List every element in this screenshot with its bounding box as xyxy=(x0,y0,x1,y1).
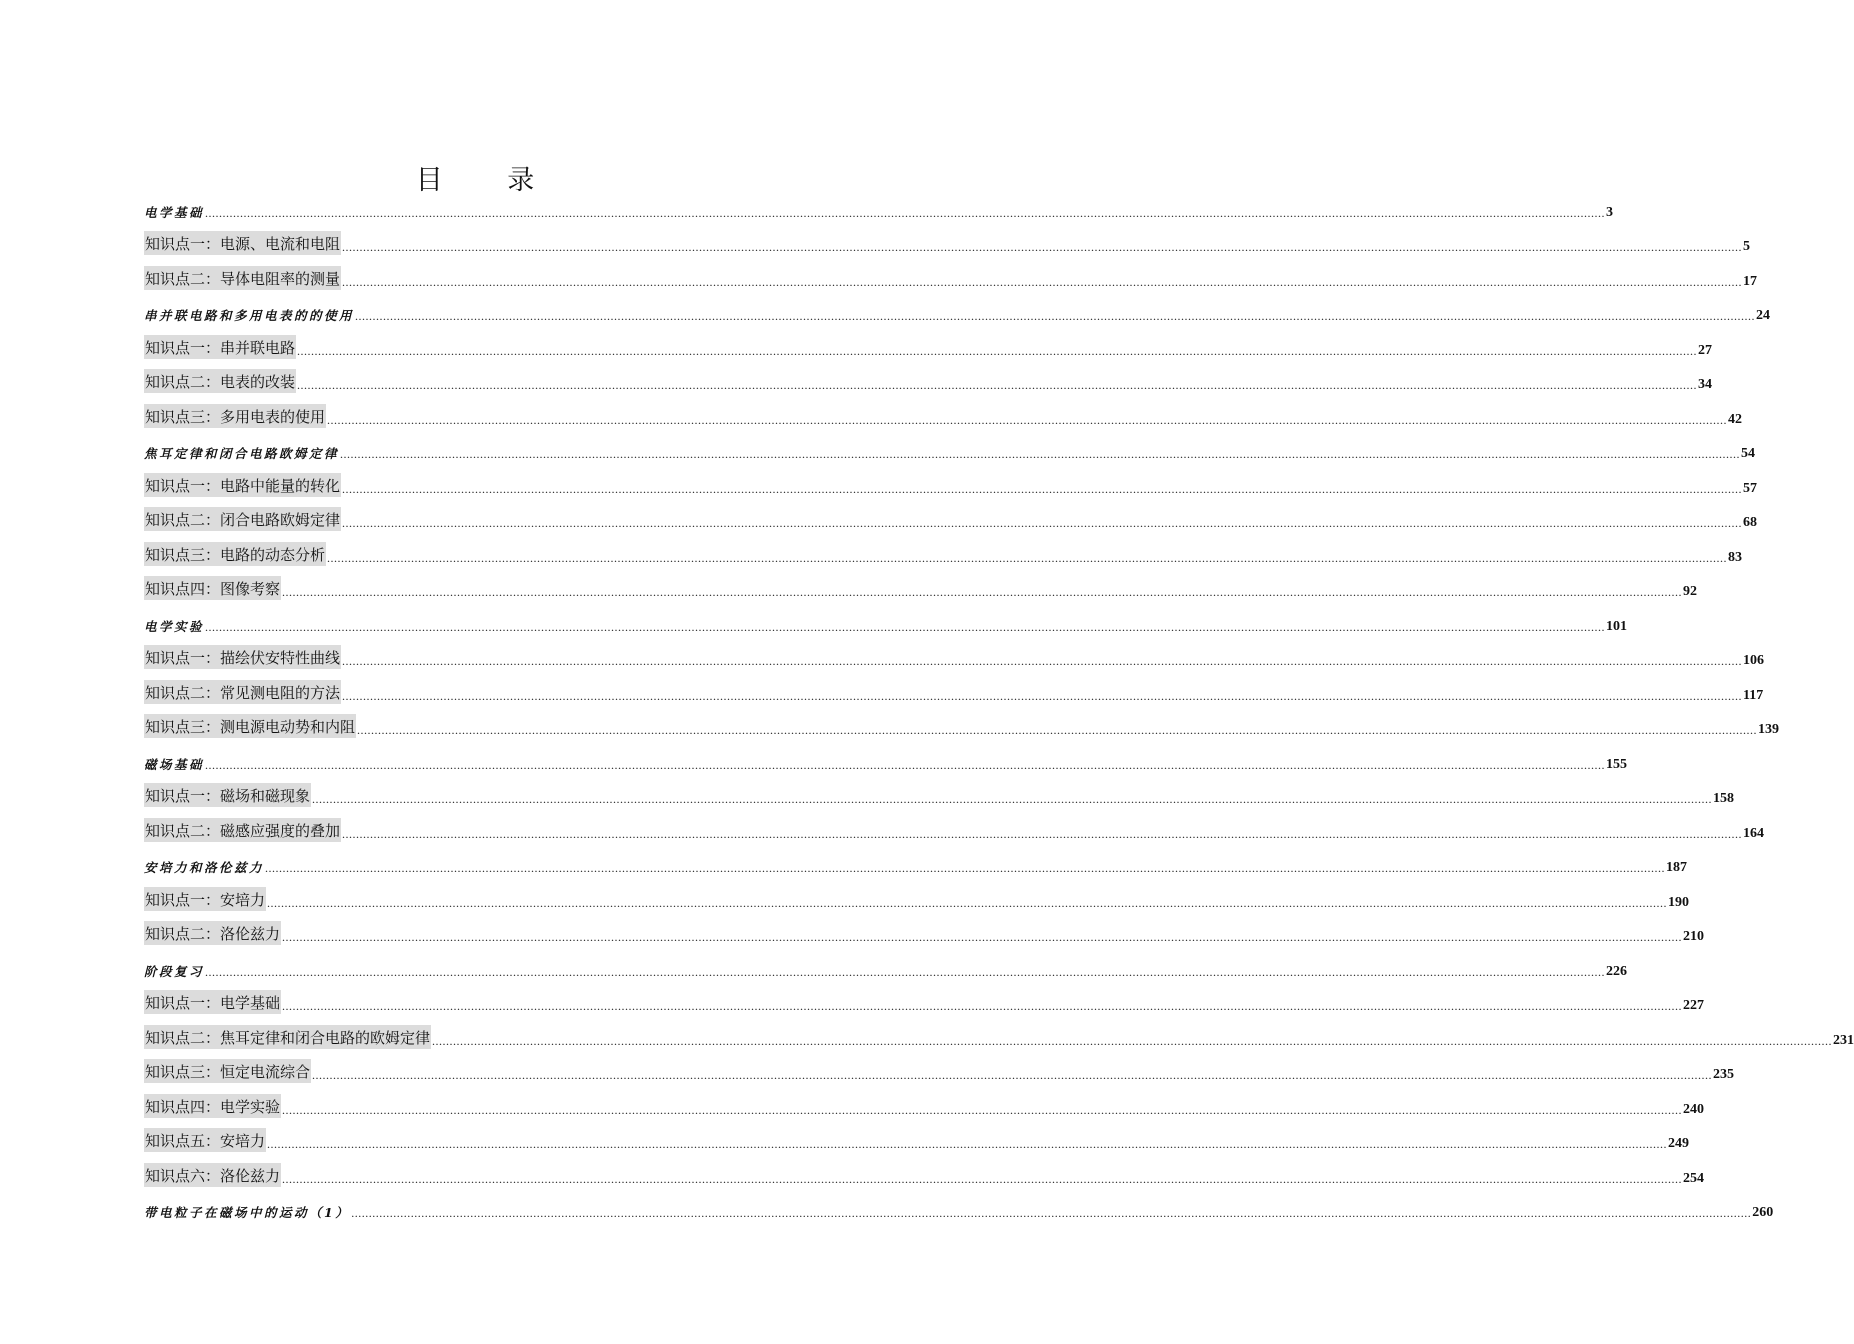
toc-entry-label: 知识点六：洛伦兹力 xyxy=(144,1163,281,1187)
toc-entry-label: 知识点三：测电源电动势和内阻 xyxy=(144,714,356,738)
toc-dot-leader: ................................................................................................................................................................................................................................................................................................................................................................................................................ xyxy=(282,585,1683,599)
toc-page-number: 5 xyxy=(1743,239,1751,254)
toc-entry-label: 焦耳定律和闭合电路欧姆定律 xyxy=(144,446,340,461)
toc-page-number: 254 xyxy=(1683,1170,1705,1186)
toc-dot-leader: ................................................................................................................................................................................................................................................................................................................................................................................................................ xyxy=(355,309,1756,323)
toc-chapter-entry[interactable] xyxy=(144,846,1688,881)
toc-page-number: 3 xyxy=(1606,204,1614,220)
toc-entry-label: 知识点二：焦耳定律和闭合电路的欧姆定律 xyxy=(144,1025,431,1049)
toc-section-entry[interactable] xyxy=(144,570,1698,605)
toc-page-number: 187 xyxy=(1666,860,1688,875)
toc-chapter-entry[interactable] xyxy=(144,949,1628,984)
toc-page-number: 57 xyxy=(1743,480,1758,496)
toc-section-entry[interactable] xyxy=(144,1018,1854,1053)
toc-dot-leader: ................................................................................................................................................................................................................................................................................................................................................................................................................ xyxy=(205,964,1606,979)
toc-entry-label: 知识点四：电学实验 xyxy=(144,1094,281,1118)
toc-dot-leader: ................................................................................................................................................................................................................................................................................................................................................................................................................ xyxy=(267,895,1668,910)
toc-chapter-entry[interactable] xyxy=(144,1191,1774,1226)
toc-section-entry[interactable] xyxy=(144,397,1743,432)
toc-entry-label: 知识点二：导体电阻率的测量 xyxy=(144,266,341,290)
toc-dot-leader: ................................................................................................................................................................................................................................................................................................................................................................................................................ xyxy=(357,723,1758,737)
toc-page-number: 92 xyxy=(1683,584,1698,599)
toc-page-number: 24 xyxy=(1756,308,1771,323)
toc-entry-label: 阶段复习 xyxy=(144,963,205,979)
toc-page-number: 117 xyxy=(1743,687,1764,703)
toc-section-entry[interactable] xyxy=(144,259,1758,294)
toc-dot-leader: ................................................................................................................................................................................................................................................................................................................................................................................................................ xyxy=(282,999,1683,1013)
toc-entry-label: 磁场基础 xyxy=(144,756,205,772)
toc-page-number: 101 xyxy=(1606,618,1628,634)
toc-entry-label: 知识点三：多用电表的使用 xyxy=(144,404,326,428)
toc-dot-leader: ................................................................................................................................................................................................................................................................................................................................................................................................................ xyxy=(267,1137,1668,1151)
toc-section-entry[interactable] xyxy=(144,225,1751,260)
toc-chapter-entry[interactable] xyxy=(144,604,1628,639)
toc-section-entry[interactable] xyxy=(144,880,1690,915)
toc-dot-leader: ................................................................................................................................................................................................................................................................................................................................................................................................................ xyxy=(351,1206,1752,1220)
toc-page-number: 235 xyxy=(1713,1067,1735,1082)
toc-dot-leader: ................................................................................................................................................................................................................................................................................................................................................................................................................ xyxy=(327,550,1728,565)
toc-entry-label: 知识点二：洛伦兹力 xyxy=(144,921,281,945)
toc-entry-label: 知识点一：安培力 xyxy=(144,887,266,911)
toc-dot-leader: ................................................................................................................................................................................................................................................................................................................................................................................................................ xyxy=(205,205,1606,220)
toc-page-number: 158 xyxy=(1713,791,1735,806)
toc-section-entry[interactable] xyxy=(144,328,1713,363)
toc-dot-leader: ................................................................................................................................................................................................................................................................................................................................................................................................................ xyxy=(282,1171,1683,1186)
toc-dot-leader: ................................................................................................................................................................................................................................................................................................................................................................................................................ xyxy=(327,412,1728,427)
toc-dot-leader: ................................................................................................................................................................................................................................................................................................................................................................................................................ xyxy=(312,1068,1713,1082)
toc-dot-leader: ................................................................................................................................................................................................................................................................................................................................................................................................................ xyxy=(282,930,1683,944)
toc-page-number: 68 xyxy=(1743,515,1758,530)
toc-section-entry[interactable] xyxy=(144,1156,1705,1191)
toc-entry-label: 知识点一：串并联电路 xyxy=(144,335,296,359)
toc-page-number: 42 xyxy=(1728,411,1743,427)
toc-entry-label: 知识点三：电路的动态分析 xyxy=(144,542,326,566)
toc-dot-leader: ................................................................................................................................................................................................................................................................................................................................................................................................................ xyxy=(342,654,1743,668)
toc-page-number: 106 xyxy=(1743,653,1765,668)
toc-dot-leader: ................................................................................................................................................................................................................................................................................................................................................................................................................ xyxy=(265,861,1666,875)
toc-page-number: 34 xyxy=(1698,377,1713,392)
toc-page-number: 190 xyxy=(1668,894,1690,910)
toc-page-number: 227 xyxy=(1683,998,1705,1013)
toc-page-number: 260 xyxy=(1752,1205,1774,1220)
toc-chapter-entry[interactable] xyxy=(144,190,1614,225)
toc-dot-leader: ................................................................................................................................................................................................................................................................................................................................................................................................................ xyxy=(342,826,1743,841)
toc-chapter-entry[interactable] xyxy=(144,742,1628,777)
toc-dot-leader: ................................................................................................................................................................................................................................................................................................................................................................................................................ xyxy=(282,1102,1683,1117)
toc-section-entry[interactable] xyxy=(144,501,1758,536)
toc-page-number: 155 xyxy=(1606,756,1628,772)
toc-chapter-entry[interactable] xyxy=(144,294,1771,329)
toc-page-number: 249 xyxy=(1668,1136,1690,1151)
toc-page-number: 83 xyxy=(1728,549,1743,565)
toc-entry-label: 知识点二：磁感应强度的叠加 xyxy=(144,818,341,842)
toc-entry-label: 知识点五：安培力 xyxy=(144,1128,266,1152)
toc-entry-label: 知识点一：电学基础 xyxy=(144,990,281,1014)
toc-dot-leader: ................................................................................................................................................................................................................................................................................................................................................................................................................ xyxy=(205,757,1606,772)
toc-entry-label: 安培力和洛伦兹力 xyxy=(144,860,265,875)
toc-section-entry[interactable] xyxy=(144,639,1765,674)
toc-dot-leader: ................................................................................................................................................................................................................................................................................................................................................................................................................ xyxy=(342,516,1743,530)
toc-dot-leader: ................................................................................................................................................................................................................................................................................................................................................................................................................ xyxy=(342,688,1743,703)
toc-page-number: 17 xyxy=(1743,273,1758,289)
toc-dot-leader: ................................................................................................................................................................................................................................................................................................................................................................................................................ xyxy=(340,447,1741,461)
toc-section-entry[interactable] xyxy=(144,673,1764,708)
toc-page-number: 164 xyxy=(1743,825,1765,841)
toc-entry-label: 知识点二：常见测电阻的方法 xyxy=(144,680,341,704)
toc-page-number: 27 xyxy=(1698,342,1713,358)
page-title: 目 录 xyxy=(415,165,563,197)
toc-section-entry[interactable] xyxy=(144,984,1705,1019)
toc-dot-leader: ................................................................................................................................................................................................................................................................................................................................................................................................................ xyxy=(205,619,1606,634)
toc-entry-label: 带电粒子在磁场中的运动（1） xyxy=(144,1205,351,1220)
toc-dot-leader: ................................................................................................................................................................................................................................................................................................................................................................................................................ xyxy=(312,792,1713,806)
toc-entry-label: 知识点一：电路中能量的转化 xyxy=(144,473,341,497)
toc-entry-label: 知识点一：磁场和磁现象 xyxy=(144,783,311,807)
toc-section-entry[interactable] xyxy=(144,363,1713,398)
toc-section-entry[interactable] xyxy=(144,777,1735,812)
toc-dot-leader: ................................................................................................................................................................................................................................................................................................................................................................................................................ xyxy=(342,240,1743,254)
toc-entry-label: 电学实验 xyxy=(144,618,205,634)
toc-section-entry[interactable] xyxy=(144,811,1765,846)
toc-dot-leader: ................................................................................................................................................................................................................................................................................................................................................................................................................ xyxy=(297,343,1698,358)
toc-page-number: 231 xyxy=(1833,1032,1854,1048)
toc-section-entry[interactable] xyxy=(144,1122,1690,1157)
toc-entry-label: 知识点四：图像考察 xyxy=(144,576,281,600)
toc-entry-label: 知识点三：恒定电流综合 xyxy=(144,1059,311,1083)
toc-entry-label: 知识点一：电源、电流和电阻 xyxy=(144,231,341,255)
toc-chapter-entry[interactable] xyxy=(144,432,1756,467)
toc-dot-leader: ................................................................................................................................................................................................................................................................................................................................................................................................................ xyxy=(432,1033,1833,1048)
toc-entry-label: 知识点二：闭合电路欧姆定律 xyxy=(144,507,341,531)
toc-dot-leader: ................................................................................................................................................................................................................................................................................................................................................................................................................ xyxy=(342,274,1743,289)
toc-section-entry[interactable] xyxy=(144,535,1743,570)
toc-page-number: 226 xyxy=(1606,963,1628,979)
toc-section-entry[interactable] xyxy=(144,1053,1735,1088)
toc-page-number: 240 xyxy=(1683,1101,1705,1117)
toc-page-number: 54 xyxy=(1741,446,1756,461)
toc-entry-label: 知识点一：描绘伏安特性曲线 xyxy=(144,645,341,669)
toc-page-number: 210 xyxy=(1683,929,1705,944)
toc-dot-leader: ................................................................................................................................................................................................................................................................................................................................................................................................................ xyxy=(342,481,1743,496)
toc-section-entry[interactable] xyxy=(144,708,1780,743)
toc-dot-leader: ................................................................................................................................................................................................................................................................................................................................................................................................................ xyxy=(297,378,1698,392)
toc-entry-label: 电学基础 xyxy=(144,204,205,220)
toc-section-entry[interactable] xyxy=(144,1087,1705,1122)
table-of-contents xyxy=(144,190,1854,1225)
toc-section-entry[interactable] xyxy=(144,466,1758,501)
toc-section-entry[interactable] xyxy=(144,915,1705,950)
toc-entry-label: 知识点二：电表的改装 xyxy=(144,369,296,393)
toc-page-number: 139 xyxy=(1758,722,1780,737)
toc-entry-label: 串并联电路和多用电表的的使用 xyxy=(144,308,355,323)
